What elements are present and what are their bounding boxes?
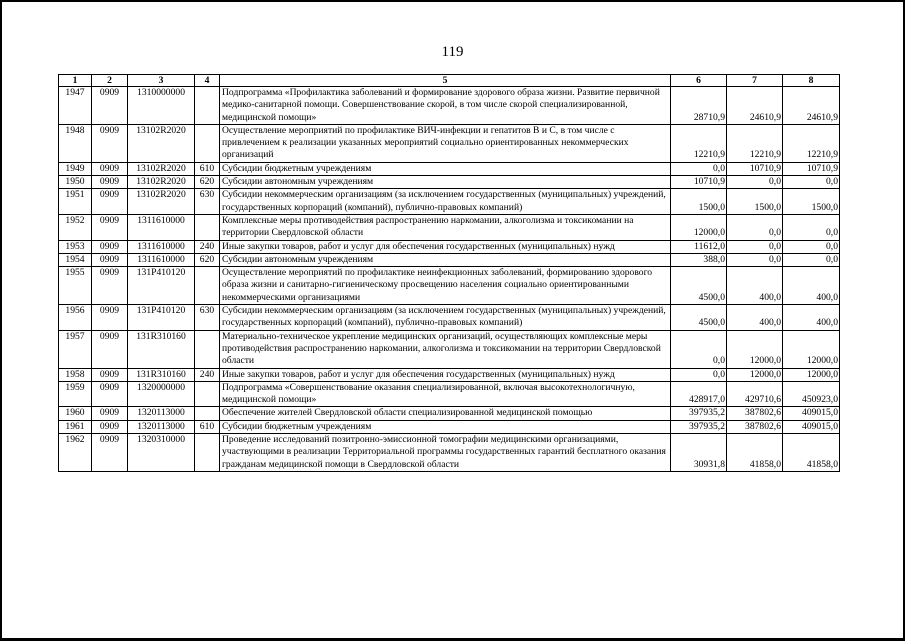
amount-year-2: 12000,0 — [727, 368, 783, 381]
amount-year-1: 428917,0 — [671, 381, 727, 407]
amount-year-2: 10710,9 — [727, 162, 783, 175]
expense-type-code — [195, 267, 220, 305]
section-code: 0909 — [92, 214, 128, 240]
amount-year-1: 1500,0 — [671, 189, 727, 215]
section-code: 0909 — [92, 124, 128, 162]
expense-type-code: 620 — [195, 176, 220, 189]
item-name: Субсидии некоммерческим организациям (за исключением государственных (муниципальных) учреждений, государственных корпораций (компаний), публично-правовых компаний) — [220, 189, 671, 215]
section-code: 0909 — [92, 407, 128, 420]
item-name: Подпрограмма «Совершенствование оказания специализированной, включая высокотехнологичную, медицинской помощи» — [220, 381, 671, 407]
amount-year-3: 0,0 — [783, 214, 840, 240]
amount-year-3: 1500,0 — [783, 189, 840, 215]
target-article-code: 131R310160 — [128, 330, 195, 368]
table-row — [59, 368, 840, 381]
table-row — [59, 189, 840, 215]
section-code: 0909 — [92, 381, 128, 407]
expense-type-code: 620 — [195, 253, 220, 266]
section-code: 0909 — [92, 330, 128, 368]
table-row — [59, 214, 840, 240]
expense-type-code: 630 — [195, 305, 220, 331]
expense-type-code: 610 — [195, 162, 220, 175]
row-number: 1950 — [59, 176, 92, 189]
item-name: Субсидии автономным учреждениям — [220, 253, 671, 266]
expense-type-code: 630 — [195, 189, 220, 215]
row-number: 1953 — [59, 240, 92, 253]
amount-year-1: 28710,9 — [671, 87, 727, 125]
amount-year-2: 0,0 — [727, 253, 783, 266]
item-name: Осуществление мероприятий по профилактике ВИЧ-инфекции и гепатитов В и С, в том числе с привлечением к реализации указанных мероприятий социально ориентированных некоммерческих организаций — [220, 124, 671, 162]
amount-year-2: 41858,0 — [727, 434, 783, 472]
target-article-code: 13102R2020 — [128, 176, 195, 189]
row-number: 1956 — [59, 305, 92, 331]
row-number: 1961 — [59, 420, 92, 433]
amount-year-2: 12210,9 — [727, 124, 783, 162]
amount-year-1: 4500,0 — [671, 305, 727, 331]
target-article-code: 131P410120 — [128, 305, 195, 331]
amount-year-3: 41858,0 — [783, 434, 840, 472]
row-number: 1947 — [59, 87, 92, 125]
amount-year-1: 11612,0 — [671, 240, 727, 253]
column-header: 1 — [59, 75, 92, 87]
amount-year-3: 450923,0 — [783, 381, 840, 407]
item-name: Иные закупки товаров, работ и услуг для обеспечения государственных (муниципальных) нужд — [220, 368, 671, 381]
amount-year-1: 388,0 — [671, 253, 727, 266]
amount-year-3: 12000,0 — [783, 330, 840, 368]
column-header: 5 — [220, 75, 671, 87]
item-name: Субсидии автономным учреждениям — [220, 176, 671, 189]
table-row — [59, 407, 840, 420]
target-article-code: 1311610000 — [128, 253, 195, 266]
page-number: 119 — [441, 44, 464, 60]
amount-year-2: 24610,9 — [727, 87, 783, 125]
amount-year-2: 387802,6 — [727, 420, 783, 433]
amount-year-3: 409015,0 — [783, 407, 840, 420]
amount-year-2: 400,0 — [727, 305, 783, 331]
item-name: Субсидии некоммерческим организациям (за исключением государственных (муниципальных) учреждений, государственных корпораций (компаний), публично-правовых компаний) — [220, 305, 671, 331]
amount-year-2: 429710,6 — [727, 381, 783, 407]
column-header: 7 — [727, 75, 783, 87]
section-code: 0909 — [92, 87, 128, 125]
expense-type-code — [195, 124, 220, 162]
item-name: Обеспечение жителей Свердловской области специализированной медицинской помощью — [220, 407, 671, 420]
section-code: 0909 — [92, 420, 128, 433]
amount-year-1: 30931,8 — [671, 434, 727, 472]
section-code: 0909 — [92, 434, 128, 472]
section-code: 0909 — [92, 305, 128, 331]
amount-year-2: 0,0 — [727, 176, 783, 189]
section-code: 0909 — [92, 368, 128, 381]
amount-year-1: 0,0 — [671, 330, 727, 368]
table-row — [59, 330, 840, 368]
table-row — [59, 267, 840, 305]
section-code: 0909 — [92, 189, 128, 215]
amount-year-2: 400,0 — [727, 267, 783, 305]
budget-table — [58, 74, 840, 472]
expense-type-code: 240 — [195, 368, 220, 381]
amount-year-3: 409015,0 — [783, 420, 840, 433]
amount-year-2: 1500,0 — [727, 189, 783, 215]
item-name: Подпрограмма «Профилактика заболеваний и формирование здорового образа жизни. Развитие первичной медико-санитарной помощи. Совершенствование скорой, в том числе скорой специализированной, медицинской помощи» — [220, 87, 671, 125]
amount-year-2: 0,0 — [727, 240, 783, 253]
row-number: 1954 — [59, 253, 92, 266]
amount-year-3: 400,0 — [783, 267, 840, 305]
item-name: Осуществление мероприятий по профилактике неинфекционных заболеваний, формированию здорового образа жизни и санитарно-гигиеническому просвещению населения социально ориентированными некоммерческими организациями — [220, 267, 671, 305]
column-header: 6 — [671, 75, 727, 87]
target-article-code: 1320310000 — [128, 434, 195, 472]
column-header: 8 — [783, 75, 840, 87]
target-article-code: 1320000000 — [128, 381, 195, 407]
row-number: 1951 — [59, 189, 92, 215]
item-name: Проведение исследований позитронно-эмиссионной томографии медицинскими организациями, участвующими в реализации Территориальной программы государственных гарантий бесплатного оказания гражданам медицинской помощи в Свердловской области — [220, 434, 671, 472]
expense-type-code — [195, 214, 220, 240]
amount-year-1: 12210,9 — [671, 124, 727, 162]
expense-type-code: 240 — [195, 240, 220, 253]
amount-year-2: 12000,0 — [727, 330, 783, 368]
row-number: 1948 — [59, 124, 92, 162]
table-row — [59, 176, 840, 189]
target-article-code: 131P410120 — [128, 267, 195, 305]
row-number: 1958 — [59, 368, 92, 381]
item-name: Комплексные меры противодействия распространению наркомании, алкоголизма и токсикомании на территории Свердловской области — [220, 214, 671, 240]
amount-year-3: 0,0 — [783, 240, 840, 253]
section-code: 0909 — [92, 240, 128, 253]
table-row — [59, 305, 840, 331]
amount-year-2: 0,0 — [727, 214, 783, 240]
row-number: 1949 — [59, 162, 92, 175]
column-header: 3 — [128, 75, 195, 87]
amount-year-3: 12210,9 — [783, 124, 840, 162]
amount-year-3: 24610,9 — [783, 87, 840, 125]
amount-year-3: 400,0 — [783, 305, 840, 331]
section-code: 0909 — [92, 162, 128, 175]
column-header: 2 — [92, 75, 128, 87]
target-article-code: 1311610000 — [128, 214, 195, 240]
row-number: 1957 — [59, 330, 92, 368]
expense-type-code — [195, 381, 220, 407]
amount-year-1: 4500,0 — [671, 267, 727, 305]
amount-year-1: 0,0 — [671, 368, 727, 381]
row-number: 1962 — [59, 434, 92, 472]
row-number: 1960 — [59, 407, 92, 420]
amount-year-1: 397935,2 — [671, 407, 727, 420]
expense-type-code: 610 — [195, 420, 220, 433]
section-code: 0909 — [92, 176, 128, 189]
table-row — [59, 420, 840, 433]
item-name: Материально-техническое укрепление медицинских организаций, осуществляющих комплексные меры противодействия распространению наркомании, алкоголизма и токсикомании на территории Свердловской области — [220, 330, 671, 368]
table-row — [59, 381, 840, 407]
amount-year-1: 0,0 — [671, 162, 727, 175]
target-article-code: 1320113000 — [128, 420, 195, 433]
header-row — [59, 75, 840, 87]
amount-year-1: 397935,2 — [671, 420, 727, 433]
item-name: Субсидии бюджетным учреждениям — [220, 420, 671, 433]
amount-year-1: 10710,9 — [671, 176, 727, 189]
target-article-code: 1311610000 — [128, 240, 195, 253]
table-row — [59, 87, 840, 125]
amount-year-3: 12000,0 — [783, 368, 840, 381]
amount-year-3: 0,0 — [783, 176, 840, 189]
table-row — [59, 162, 840, 175]
amount-year-3: 0,0 — [783, 253, 840, 266]
table-row — [59, 240, 840, 253]
target-article-code: 131R310160 — [128, 368, 195, 381]
target-article-code: 1310000000 — [128, 87, 195, 125]
target-article-code: 1320113000 — [128, 407, 195, 420]
table-row — [59, 434, 840, 472]
row-number: 1959 — [59, 381, 92, 407]
item-name: Иные закупки товаров, работ и услуг для обеспечения государственных (муниципальных) нужд — [220, 240, 671, 253]
target-article-code: 13102R2020 — [128, 162, 195, 175]
expense-type-code — [195, 434, 220, 472]
row-number: 1955 — [59, 267, 92, 305]
column-header: 4 — [195, 75, 220, 87]
item-name: Субсидии бюджетным учреждениям — [220, 162, 671, 175]
section-code: 0909 — [92, 253, 128, 266]
amount-year-2: 387802,6 — [727, 407, 783, 420]
table-row — [59, 253, 840, 266]
amount-year-1: 12000,0 — [671, 214, 727, 240]
table-row — [59, 124, 840, 162]
section-code: 0909 — [92, 267, 128, 305]
expense-type-code — [195, 87, 220, 125]
target-article-code: 13102R2020 — [128, 189, 195, 215]
expense-type-code — [195, 330, 220, 368]
amount-year-3: 10710,9 — [783, 162, 840, 175]
target-article-code: 13102R2020 — [128, 124, 195, 162]
row-number: 1952 — [59, 214, 92, 240]
expense-type-code — [195, 407, 220, 420]
